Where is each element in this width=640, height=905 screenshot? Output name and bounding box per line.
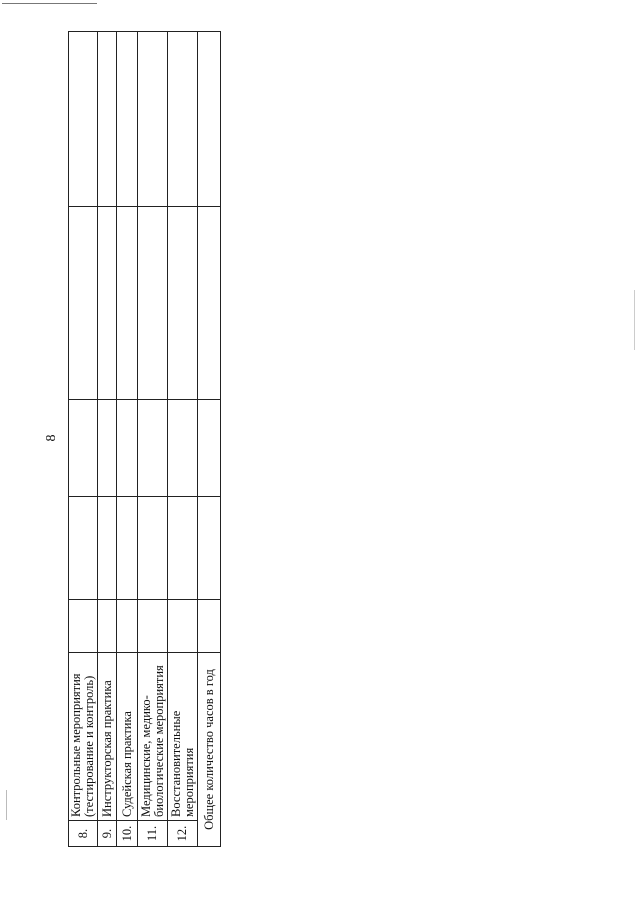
empty-cell: [117, 600, 138, 653]
scan-artifact: [634, 290, 635, 350]
empty-cell: [69, 32, 98, 207]
empty-cell: [168, 600, 198, 653]
empty-cell: [117, 207, 138, 400]
empty-cell: [168, 400, 198, 497]
empty-cell: [198, 400, 221, 497]
row-name: Инструкторская практика: [98, 653, 117, 821]
empty-cell: [98, 400, 117, 497]
empty-cell: [168, 497, 198, 600]
empty-cell: [117, 497, 138, 600]
empty-cell: [98, 600, 117, 653]
empty-cell: [138, 32, 168, 207]
row-name: Контрольные мероприятия (тестирование и контроль): [69, 653, 98, 821]
empty-cell: [69, 400, 98, 497]
row-number: 9.: [98, 821, 117, 847]
empty-cell: [138, 600, 168, 653]
empty-cell: [117, 32, 138, 207]
page-number: 8: [44, 434, 59, 442]
table-row: [98, 32, 117, 847]
table-row: [117, 32, 138, 847]
empty-cell: [198, 207, 221, 400]
empty-cell: [98, 207, 117, 400]
empty-cell: [69, 207, 98, 400]
empty-cell: [69, 497, 98, 600]
empty-cell: [138, 497, 168, 600]
empty-cell: [168, 32, 198, 207]
empty-cell: [117, 400, 138, 497]
row-name: Медицинские, медико-биологические мероприятия: [138, 653, 168, 821]
row-number: 11.: [138, 821, 168, 847]
empty-cell: [168, 207, 198, 400]
table-total-row: [198, 32, 221, 847]
table-row: [138, 32, 168, 847]
row-name: Судейская практика: [117, 653, 138, 821]
scan-artifact: [6, 790, 7, 820]
row-number: 8.: [69, 821, 98, 847]
empty-cell: [198, 600, 221, 653]
empty-cell: [69, 600, 98, 653]
scan-edge-mark: [2, 3, 97, 4]
total-label: Общее количество часов в год: [198, 653, 221, 847]
empty-cell: [98, 32, 117, 207]
empty-cell: [198, 32, 221, 207]
empty-cell: [138, 400, 168, 497]
empty-cell: [98, 497, 117, 600]
empty-cell: [198, 497, 221, 600]
table-row: [69, 32, 98, 847]
row-number: 10.: [117, 821, 138, 847]
table-row: [168, 32, 198, 847]
empty-cell: [138, 207, 168, 400]
row-name: Восстановительные мероприятия: [168, 653, 198, 821]
training-plan-table: [68, 31, 221, 847]
row-number: 12.: [168, 821, 198, 847]
